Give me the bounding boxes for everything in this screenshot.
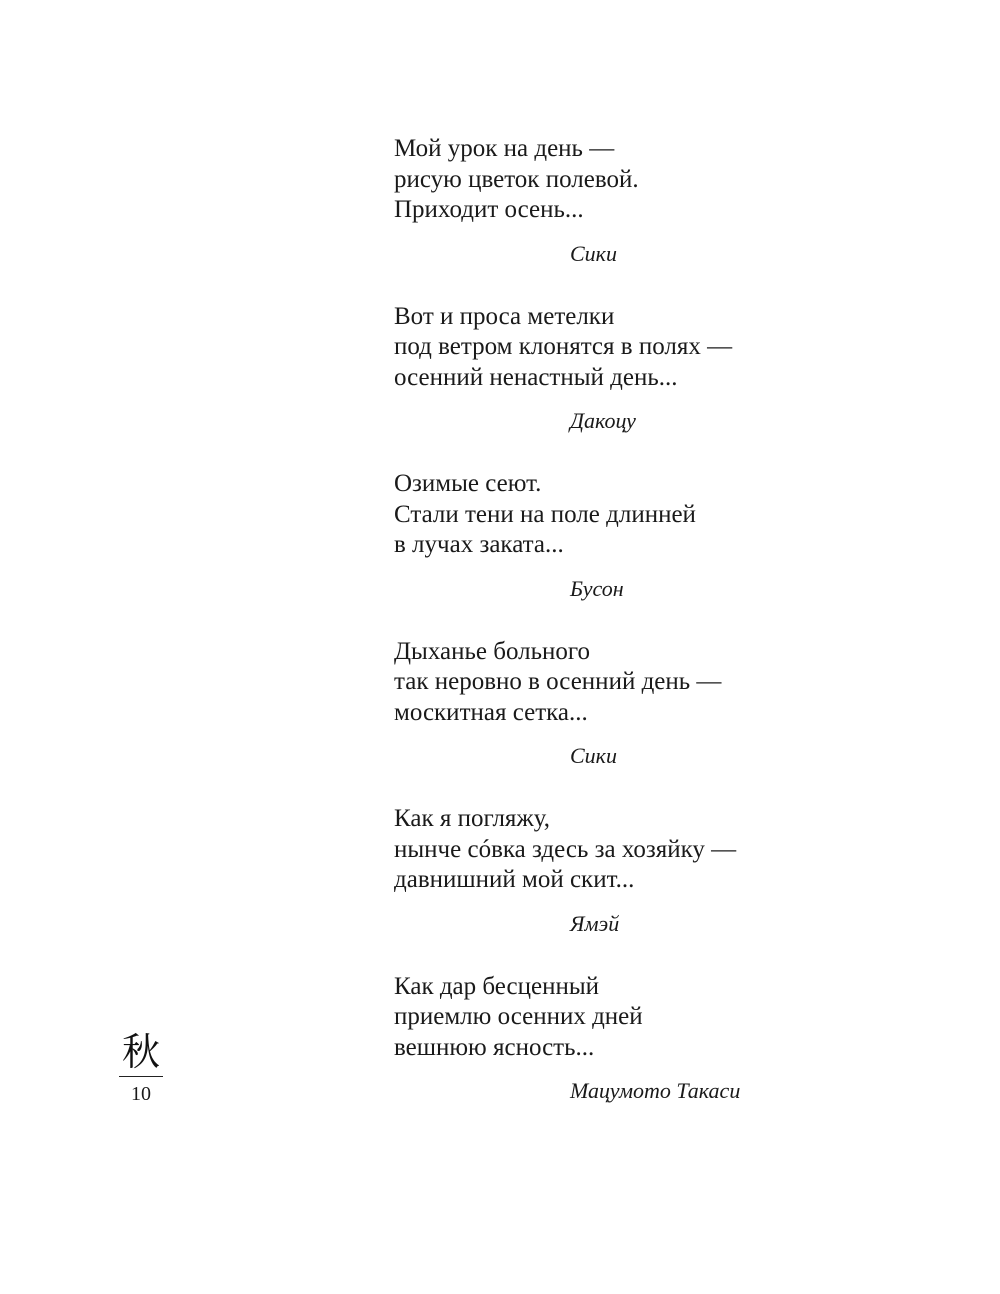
- poem-line: Вот и проса метелки: [394, 302, 615, 330]
- poem-line: вешнюю ясность...: [394, 1033, 595, 1061]
- autumn-kanji-mark: 秋: [121, 1030, 160, 1074]
- poem-line: нынче сóвка здесь за хозяйку —: [394, 835, 737, 863]
- page-number: 10: [131, 1083, 151, 1105]
- poem-line: Мой урок на день —: [394, 135, 615, 162]
- poem-author: Мацумото Такаси: [570, 1078, 741, 1103]
- poem-author: Сики: [570, 240, 617, 266]
- poem-line: под ветром клонятся в полях —: [394, 333, 733, 360]
- poem-text: [394, 134, 794, 226]
- poem-line: Стали тени на поле длинней: [394, 500, 696, 528]
- poem-text: [394, 972, 794, 1064]
- poem-5: [394, 804, 794, 938]
- poem-line: Как дар бесценный: [394, 972, 600, 1000]
- poem-collection: [394, 134, 794, 1139]
- poem-1: [394, 134, 794, 268]
- poem-text: [394, 469, 794, 561]
- poem-line: москитная сетка...: [394, 698, 588, 726]
- poem-2: [394, 302, 794, 436]
- poem-author: Бусон: [570, 575, 624, 601]
- poem-line: давнишний мой скит...: [394, 866, 635, 893]
- poem-line: Озимые сеют.: [394, 470, 542, 497]
- poem-line: в лучах заката...: [394, 531, 564, 558]
- poem-author: Сики: [570, 743, 617, 768]
- poem-text: [394, 804, 794, 896]
- poem-6: [394, 972, 794, 1106]
- poem-3: [394, 469, 794, 603]
- page-folio: [118, 1030, 164, 1106]
- poem-line: рисую цветок полевой.: [394, 165, 639, 193]
- folio-divider: [119, 1076, 163, 1077]
- poem-line: осенний ненастный день...: [394, 363, 678, 391]
- poem-author: Дакоцу: [570, 408, 636, 433]
- poem-author: Ямэй: [570, 910, 620, 936]
- poem-line: так неровно в осенний день —: [394, 668, 722, 695]
- poem-line: Как я погляжу,: [394, 805, 550, 832]
- poem-line: Дыханье больного: [394, 637, 591, 665]
- poem-line: приемлю осенних дней: [394, 1003, 643, 1030]
- poem-text: [394, 637, 794, 729]
- poem-text: [394, 302, 794, 394]
- poem-line: Приходит осень...: [394, 196, 584, 223]
- poem-4: [394, 637, 794, 771]
